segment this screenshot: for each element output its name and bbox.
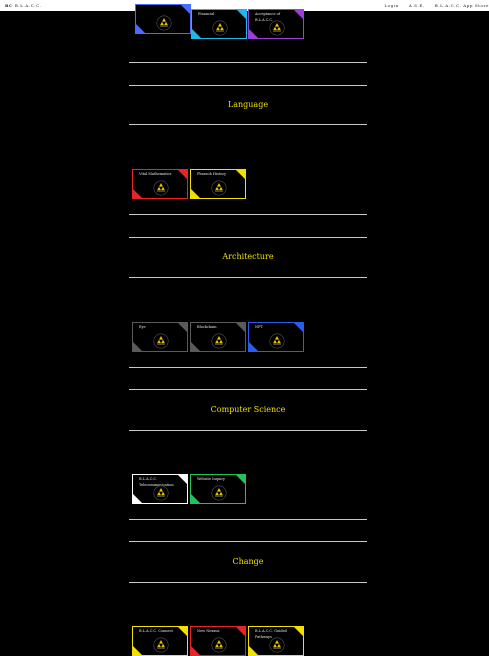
card-label: Eye — [139, 325, 146, 329]
card-label: Website Inquiry — [197, 477, 226, 481]
app-card[interactable] — [132, 474, 188, 504]
card-label: Acceptance of B.L.A.C.C. — [255, 12, 281, 22]
card-label: New Nexxus — [197, 629, 220, 633]
app-card[interactable] — [132, 169, 188, 199]
card-label: Blockchain — [197, 325, 217, 329]
section-title-change: Change — [232, 557, 264, 566]
divider — [129, 85, 367, 86]
corner-accent — [237, 10, 246, 19]
divider — [129, 582, 367, 583]
triforce-emblem-icon — [269, 20, 285, 36]
triforce-emblem-icon — [211, 637, 227, 653]
corner-accent — [236, 170, 245, 179]
triforce-emblem-icon — [153, 485, 169, 501]
triforce-emblem-icon — [153, 180, 169, 196]
triforce-emblem-icon — [212, 20, 228, 36]
card-label: B.L.A.C.C. Connect — [139, 629, 173, 633]
triforce-emblem-icon — [153, 637, 169, 653]
corner-accent — [192, 29, 201, 38]
triforce-emblem-icon — [211, 180, 227, 196]
nav-ase[interactable]: A.S.E. — [408, 3, 425, 8]
app-card[interactable] — [190, 626, 246, 656]
app-card[interactable] — [248, 626, 304, 656]
section-title-language: Language — [227, 100, 269, 109]
corner-accent — [294, 323, 303, 332]
divider — [129, 237, 367, 238]
divider — [129, 277, 367, 278]
app-card[interactable] — [190, 169, 246, 199]
corner-accent — [191, 646, 200, 655]
divider — [129, 214, 367, 215]
divider — [129, 367, 367, 368]
corner-accent — [249, 342, 258, 351]
section-title-architecture: Architecture — [222, 252, 274, 261]
card-label: B.L.A.C.C. Guided Pathways — [255, 629, 287, 639]
app-card[interactable] — [190, 322, 246, 352]
app-card[interactable] — [132, 626, 188, 656]
brand-mark: BC — [5, 3, 13, 8]
corner-accent — [191, 189, 200, 198]
corner-accent — [178, 627, 187, 636]
corner-accent — [133, 646, 142, 655]
triforce-emblem-icon — [269, 637, 285, 653]
app-card[interactable] — [132, 322, 188, 352]
nav-login[interactable]: Login — [384, 3, 399, 8]
corner-accent — [136, 24, 145, 33]
card-label: Vital Mathematics — [139, 172, 172, 176]
divider — [129, 389, 367, 390]
divider — [129, 519, 367, 520]
brand[interactable] — [5, 3, 42, 8]
corner-accent — [133, 189, 142, 198]
divider — [129, 430, 367, 431]
app-card[interactable] — [248, 9, 304, 39]
triforce-emblem-icon — [269, 333, 285, 349]
triforce-emblem-icon — [156, 15, 172, 31]
brand-name: B.L.A.C.C. — [14, 3, 42, 8]
card-label: Financial — [198, 12, 215, 16]
corner-accent — [249, 29, 258, 38]
divider — [129, 62, 367, 63]
section-title-computer-science: Computer Science — [210, 405, 286, 414]
corner-accent — [178, 475, 187, 484]
corner-accent — [294, 627, 303, 636]
divider — [129, 124, 367, 125]
corner-accent — [294, 10, 303, 19]
corner-accent — [133, 494, 142, 503]
corner-accent — [236, 323, 245, 332]
corner-accent — [249, 646, 258, 655]
card-label: B.L.A.C.C. Telecommunication — [139, 477, 174, 487]
corner-accent — [191, 494, 200, 503]
corner-accent — [178, 170, 187, 179]
app-card[interactable] — [135, 4, 191, 34]
card-label: Pharaoh History — [197, 172, 227, 176]
app-card[interactable] — [248, 322, 304, 352]
nav-app-store[interactable]: B.L.A.C.C. App Store — [434, 3, 489, 8]
triforce-emblem-icon — [211, 485, 227, 501]
divider — [129, 541, 367, 542]
app-card[interactable] — [191, 9, 247, 39]
app-card[interactable] — [190, 474, 246, 504]
corner-accent — [191, 342, 200, 351]
card-label: NFT — [255, 325, 263, 329]
corner-accent — [236, 475, 245, 484]
nav-links — [384, 3, 489, 8]
corner-accent — [133, 342, 142, 351]
corner-accent — [178, 323, 187, 332]
corner-accent — [181, 5, 190, 14]
triforce-emblem-icon — [153, 333, 169, 349]
corner-accent — [236, 627, 245, 636]
triforce-emblem-icon — [211, 333, 227, 349]
